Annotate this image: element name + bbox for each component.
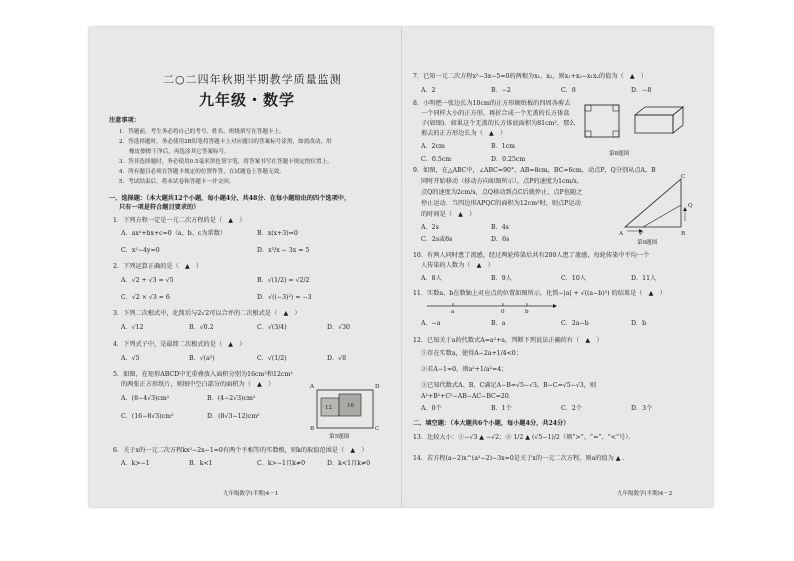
- option: D．√30: [327, 324, 350, 331]
- figure-8-box: [583, 101, 703, 145]
- section-1-heading-cont: 只有一项是符合题目要求的）: [119, 204, 200, 211]
- question-1: 1．下列方程一定是一元二次方程的是（ ▲ ）: [113, 217, 246, 224]
- option: C．k>−1且k≠0: [257, 460, 306, 467]
- question-9-cont: 停止运动．当四边形APQC的面积为12cm²时，则点P运动: [421, 200, 581, 207]
- question-5: 5．如图，在矩形ABCD中无重叠放入面积分别为16cm²和12cm²: [113, 371, 293, 378]
- option: C．√2 × √3 = 6: [121, 294, 170, 301]
- figure-9-label: Q: [688, 203, 693, 209]
- section-1-heading: 一、选择题：（本大题共12个小题，每小题4分，共48分．在每小题给出的四个选项中，: [109, 195, 351, 202]
- exam-sheet: [89, 27, 713, 507]
- option: A．2s: [421, 224, 439, 231]
- option: D．6s: [491, 236, 510, 243]
- question-8-cont: 剪去的正方形边长为（ ▲ ）: [421, 130, 507, 137]
- figure-5-caption: 第5题图: [329, 434, 350, 440]
- figure-9-label: P: [639, 231, 643, 237]
- left-page: [107, 27, 392, 507]
- option: C．√(1/2): [257, 355, 287, 362]
- option: C．2a−b: [561, 320, 589, 327]
- figure-5-label: A: [310, 384, 315, 390]
- right-page: [411, 27, 701, 507]
- option: A．2: [421, 87, 436, 94]
- axis-label: 0: [501, 309, 505, 315]
- option: B．√(1/2) = √2/2: [257, 277, 310, 284]
- option: B．1cm: [491, 143, 516, 150]
- option: C．(16−8√3)cm²: [121, 413, 174, 420]
- option: B．√(a²): [189, 355, 215, 362]
- option: A．√12: [121, 324, 144, 331]
- question-9-cont: 同时开始移动（移动方向如图所示），点P的速度为1cm/s，: [421, 178, 583, 185]
- page-fold: [401, 27, 402, 507]
- option: B．4s: [491, 224, 509, 231]
- figure-5-label: D: [375, 384, 380, 390]
- figure-5-label: 12: [325, 405, 333, 411]
- note-line: 橡皮擦擦干净后，再选涂其它答案标号。: [129, 149, 230, 155]
- option: B．a: [491, 320, 506, 327]
- option: A．ax²+bx+c=0（a、b、c为常数）: [121, 230, 227, 237]
- option: B．x(x+3)=0: [257, 230, 298, 237]
- question-8-cont: 一个同样大小的正方形，再折合成一个无盖的长方体盒: [421, 110, 570, 117]
- option: B．1个: [491, 405, 512, 412]
- axis-label: a: [451, 309, 455, 315]
- option: B．k<1: [189, 460, 213, 467]
- figure-5-rectangle: [315, 388, 375, 430]
- question-7: 7．已知一元二次方程x²−3x−5=0的两根为x₁、x₂，则x₁+x₂−x₁x₂的值为（ ▲ ）: [413, 73, 648, 80]
- question-10: 10．有两人同时患了流感，经过两轮传染后共有200人患了流感，每轮传染中平均一个: [413, 252, 650, 259]
- question-10-cont: 人传染的人数为（ ▲ ）: [421, 262, 494, 269]
- note-line: 1．答题前，考生务必将自己的考号、姓名、班级填写在答题卡上。: [119, 129, 285, 135]
- option: D．0.25cm: [491, 156, 526, 163]
- question-4: 4．下列式子中，是最简二次根式的是（ ▲ ）: [113, 341, 246, 348]
- figure-5-label: C: [375, 426, 380, 432]
- question-5-cont: 的两张正方形纸片，则图中空白部分的面积为（ ▲ ）: [121, 381, 275, 388]
- page-footer: 九年级数学(半期)4－1: [223, 491, 279, 497]
- statement-3-cont: A²+B²+C²−AB−AC−BC=20．: [421, 393, 515, 400]
- question-3: 3．下列二次根式中，化简后与2√2可以合并的二次根式是（ ▲ ）: [113, 310, 301, 317]
- option: C．8: [561, 87, 576, 94]
- option: D．−8: [631, 87, 652, 94]
- question-12: 12．已知关于a的代数式A=a²+a，判断下列说法正确的有（ ▲ ）: [413, 337, 603, 344]
- option: C．x²−4y=0: [121, 247, 160, 254]
- figure-5-label: B: [310, 426, 315, 432]
- option: D．x²/x − 3x = 5: [257, 247, 310, 254]
- option: D．√((−3)²) = −3: [257, 294, 312, 301]
- page-footer: 九年级数学(半期)4－2: [617, 491, 673, 497]
- figure-9-triangle: [621, 177, 691, 233]
- option: A．−a: [421, 320, 441, 327]
- option: C．10人: [561, 275, 586, 282]
- exam-title: 二○二四年秋期半期教学质量监测: [163, 73, 342, 86]
- figure-9-caption: 第9题图: [637, 240, 658, 246]
- axis-label: b: [525, 309, 529, 315]
- question-11: 11．实数a、b在数轴上对应点的位置如图所示，化简−|a| + √((a−b)²) 的结果是（ ▲ ）: [413, 290, 666, 297]
- question-8: 8．小明把一张边长为10cm的正方形硬纸板的四周各剪去: [413, 100, 571, 107]
- question-6: 6．关于x的一元二次方程kx²−2x−1=0有两个不相等的实数根，则k的取值范围是（ ▲ ）: [113, 447, 368, 454]
- option: C．2s或6s: [421, 236, 453, 243]
- question-9: 9．如图，在△ABC中，∠ABC=90°，AB=8cm，BC=6cm，动点P，Q分别从点A，B: [413, 167, 656, 174]
- question-8-cont: 子(如图)．如果这个无盖的长方体底面积为81cm²，那么: [421, 120, 576, 127]
- option: D．√8: [327, 355, 347, 362]
- question-14: 14．若方程(a−2)x^(a²−2)−3x=0是关于x的一元二次方程，则a的值为 ▲ ．: [413, 455, 629, 462]
- option: A．0个: [421, 405, 442, 412]
- figure-8-caption: 第8题图: [609, 151, 630, 157]
- figure-9-label: C: [681, 174, 686, 180]
- option: A．2cm: [421, 143, 445, 150]
- exam-subtitle: 九年级・数学: [199, 91, 296, 109]
- option: A．√5: [121, 355, 140, 362]
- option: D．k<1且k≠0: [327, 460, 371, 467]
- note-line: 2．答选择题时，务必使用2B铅笔将答题卡上对应题目的答案标号涂黑，如需改动，用: [119, 139, 332, 145]
- section-2-heading: 二、填空题：（本大题共6个小题，每小题4分，共24分）: [413, 420, 570, 427]
- number-line: [427, 301, 557, 315]
- option: B．√0.2: [189, 324, 214, 331]
- figure-9-label: A: [619, 231, 624, 237]
- figure-9-label: B: [681, 231, 686, 237]
- option: A．√2 + √3 = √5: [121, 277, 174, 284]
- option: D．3个: [631, 405, 653, 412]
- option: D．b: [631, 320, 647, 327]
- option: D．(8√3−12)cm²: [207, 413, 260, 420]
- option: C．2个: [561, 405, 583, 412]
- option: A．(8−4√3)cm²: [121, 395, 170, 402]
- notes-title: 注意事项：: [109, 117, 140, 124]
- figure-5-label: 16: [347, 403, 355, 409]
- note-line: 5．考试结束后，将本试卷和答题卡一并交回。: [119, 179, 235, 185]
- option: A．k>−1: [121, 460, 150, 467]
- statement-1: ①存在实数a，使得A−2a+1/4<0；: [421, 350, 522, 357]
- question-2: 2．下列运算正确的是（ ▲ ）: [113, 263, 203, 270]
- question-9-cont: 的时间是（ ▲ ）: [421, 211, 476, 218]
- option: A．8人: [421, 275, 442, 282]
- option: C．0.5cm: [421, 156, 452, 163]
- note-line: 4．所有题目必须在答题卡规定的位置作答，在试题卷上答题无效。: [119, 169, 285, 175]
- question-13: 13．比较大小：①−√3 ▲ −√2；② 1/2 ▲ (√5−1)/2（填“>”、“=”、“<”号）．: [413, 434, 635, 441]
- option: C．√(3/4): [257, 324, 287, 331]
- option: B．9人: [491, 275, 512, 282]
- question-9-cont: 点Q的速度为2cm/s，点Q移动到点C后就停止，点P也随之: [421, 189, 583, 196]
- statement-2: ②若A−1=0，则a²+1/a²=4；: [421, 366, 508, 373]
- note-line: 3．答非选择题时，务必使用0.5毫米黑色签字笔，将答案书写在答题卡规定的位置上。: [119, 159, 333, 165]
- option: D．11人: [631, 275, 657, 282]
- option: B．−2: [491, 87, 511, 94]
- option: B．(4−2√3)cm²: [207, 395, 256, 402]
- statement-3: ③已知代数式A、B、C满足A−B=√5−√3，B−C=√5−√3，则: [421, 382, 597, 389]
